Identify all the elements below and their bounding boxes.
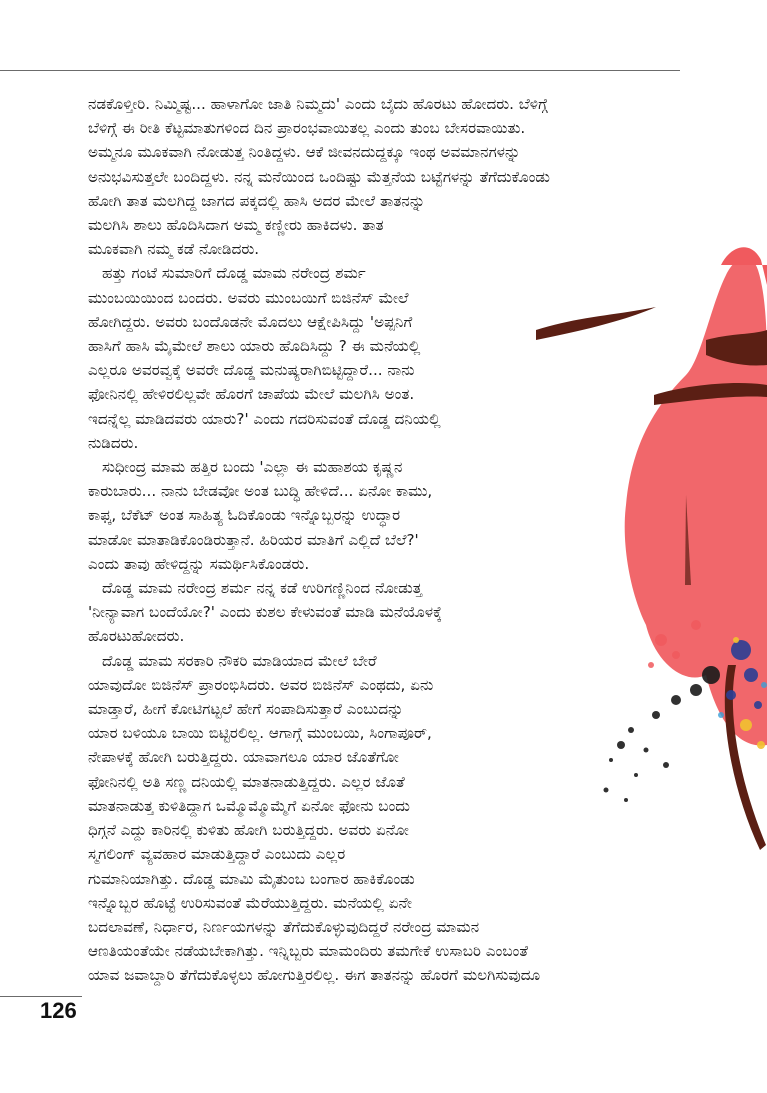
text-line: ಆಣತಿಯಂತೆಯೇ ನಡೆಯಬೇಕಾಗಿತ್ತು. ಇನ್ನಿಬ್ಬರು ಮಾಮಂದಿರು ತಮಗೇಕೆ ಉಸಾಬರಿ ಎಂಬಂತೆ <box>88 942 529 961</box>
text-line: ಮುಂಬಯಿಯಿಂದ ಬಂದರು. ಅವರು ಮುಂಬಯಿಗೆ ಬಿಜಿನೆಸ್ ಮೇಲೆ <box>88 288 409 307</box>
text-line: ಹಾಸಿಗೆ ಹಾಸಿ ಮೈಮೇಲೆ ಶಾಲು ಯಾರು ಹೊದಿಸಿದ್ದು ? ಈ ಮನೆಯಲ್ಲಿ <box>88 337 421 356</box>
text-line: ಯಾವ ಜವಾಬ್ದಾರಿ ತೆಗೆದುಕೊಳ್ಳಲು ಹೋಗುತ್ತಿರಲಿಲ್ಲ. ಈಗ ತಾತನನ್ನು ಹೊರಗೆ ಮಲಗಿಸುವುದೂ <box>88 966 541 985</box>
text-line: ನಡಕೊಳ್ತೀರಿ. ನಿಮ್ಮಿಷ್ಟ... ಹಾಳಾಗೋ ಜಾತಿ ನಿಮ್ಮದು' ಎಂದು ಬೈದು ಹೊರಟು ಹೋದರು. ಬೆಳಿಗ್ಗೆ <box>88 95 548 113</box>
text-line: ಯಾವುದೋ ಬಿಜಿನೆಸ್ ಪ್ರಾರಂಭಿಸಿದರು. ಅವರ ಬಿಜಿನೆಸ್ ಎಂಥದು, ಏನು <box>88 675 434 694</box>
text-line: ಅಮ್ಮನೂ ಮೂಕವಾಗಿ ನೋಡುತ್ತ ನಿಂತಿದ್ದಳು. ಆಕೆ ಜೀವನದುದ್ದಕ್ಕೂ ಇಂಥ ಅವಮಾನಗಳನ್ನು <box>88 143 521 162</box>
paint-splash-illustration <box>536 245 767 895</box>
text-line: ಧಿಗ್ಗನೆ ಎದ್ದು ಕಾರಿನಲ್ಲಿ ಕುಳಿತು ಹೋಗಿ ಬರುತ್ತಿದ್ದರು. ಅವರು ಏನೋ <box>88 821 409 840</box>
text-line: ಎಲ್ಲರೂ ಅವರವ್ವಕ್ಕೆ ಅವರೇ ದೊಡ್ಡ ಮನುಷ್ಯರಾಗಿಬಿಟ್ಟಿದ್ದಾರೆ... ನಾನು <box>88 361 415 380</box>
paragraph <box>88 92 688 261</box>
text-line: ಫೋನಿನಲ್ಲಿ ಅತಿ ಸಣ್ಣ ದನಿಯಲ್ಲಿ ಮಾತನಾಡುತ್ತಿದ್ದರು. ಎಲ್ಲರ ಜೊತೆ <box>88 772 405 791</box>
text-line: 'ನೀನ್ಯಾವಾಗ ಬಂದೆಯೋ?' ಎಂದು ಕುಶಲ ಕೇಳುವಂತೆ ಮಾಡಿ ಮನೆಯೊಳಕ್ಕೆ <box>88 603 442 622</box>
text-line: ನುಡಿದರು. <box>88 433 139 452</box>
text-line: ಯಾರ ಬಳಿಯೂ ಬಾಯಿ ಬಿಟ್ಟಿರಲಿಲ್ಲ. ಆಗಾಗ್ಗೆ ಮುಂಬಯಿ, ಸಿಂಗಾಪೂರ್, <box>88 724 432 743</box>
text-line: ಹೋಗಿ ತಾತ ಮಲಗಿದ್ದ ಜಾಗದ ಪಕ್ಕದಲ್ಲಿ ಹಾಸಿ ಅದರ ಮೇಲೆ ತಾತನನ್ನು <box>88 191 426 210</box>
text-line: ಕಾರುಬಾರು... ನಾನು ಬೇಡವೋ ಅಂತ ಬುದ್ಧಿ ಹೇಳಿದೆ... ಏನೋ ಕಾಮು, <box>88 482 433 501</box>
text-line: ಇದನ್ನೆಲ್ಲ ಮಾಡಿದವರು ಯಾರು?' ಎಂದು ಗದರಿಸುವಂತೆ ದೊಡ್ಡ ದನಿಯಲ್ಲಿ <box>88 409 441 428</box>
text-line: ಅನುಭವಿಸುತ್ತಲೇ ಬಂದಿದ್ದಳು. ನನ್ನ ಮನೆಯಿಂದ ಒಂದಿಷ್ಟು ಮೆತ್ತನೆಯ ಬಟ್ಟೆಗಳನ್ನು ತೆಗೆದುಕೊಂಡು <box>88 167 550 186</box>
text-line: ಬೆಳಿಗ್ಗೆ ಈ ರೀತಿ ಕೆಟ್ಟಮಾತುಗಳಿಂದ ದಿನ ಪ್ರಾರಂಭವಾಯಿತಲ್ಲ ಎಂದು ತುಂಬ ಬೇಸರವಾಯಿತು. <box>88 119 526 138</box>
header-rule <box>0 70 680 71</box>
text-line: ಹತ್ತು ಗಂಟೆ ಸುಮಾರಿಗೆ ದೊಡ್ಡ ಮಾಮ ನರೇಂದ್ರ ಶರ್ಮ <box>102 264 366 283</box>
text-line: ದೊಡ್ಡ ಮಾಮ ನರೇಂದ್ರ ಶರ್ಮ ನನ್ನ ಕಡೆ ಉರಿಗಣ್ಣಿನಿಂದ ನೋಡುತ್ತ <box>102 579 423 598</box>
text-line: ಮಾತನಾಡುತ್ತ ಕುಳಿತಿದ್ದಾಗ ಒಮ್ಮೊಮ್ಮೊಮ್ಮೆಗೆ ಏನೋ ಫೋನು ಬಂದು <box>88 796 410 815</box>
text-line: ಸ್ಮಗಲಿಂಗ್ ವ್ಯವಹಾರ ಮಾಡುತ್ತಿದ್ದಾರೆ ಎಂಬುದು ಎಲ್ಲರ <box>88 845 346 864</box>
text-line: ಇನ್ನೊಬ್ಬರ ಹೊಟ್ಟೆ ಉರಿಸುವಂತೆ ಮೆರೆಯುತ್ತಿದ್ದರು. ಮನೆಯಲ್ಲಿ ಏನೇ <box>88 893 412 912</box>
text-line: ಮಾಡೋ ಮಾತಾಡಿಕೊಂಡಿರುತ್ತಾನೆ. ಹಿರಿಯರ ಮಾತಿಗೆ ಎಲ್ಲಿದೆ ಬೆಲೆ?' <box>88 530 419 549</box>
text-line: ಸುಧೀಂದ್ರ ಮಾಮ ಹತ್ತಿರ ಬಂದು 'ಎಲ್ಲಾ ಈ ಮಹಾಶಯ ಕೃಷ್ಣನ <box>102 458 403 477</box>
footer-rule <box>0 996 82 997</box>
text-line: ಕಾಫ್ಕ, ಬೆಕೆಟ್ ಅಂತ ಸಾಹಿತ್ಯ ಓದಿಕೊಂಡು ಇನ್ನೊಬ್ಬರನ್ನು ಉದ್ಧಾರ <box>88 506 401 525</box>
text-line: ಮೂಕವಾಗಿ ನಮ್ಮ ಕಡೆ ನೋಡಿದರು. <box>88 240 260 259</box>
text-line: ಹೋಗಿದ್ದರು. ಅವರು ಬಂದೊಡನೇ ಮೊದಲು ಆಕ್ಷೇಪಿಸಿದ್ದು 'ಅಪ್ಪನಿಗೆ <box>88 312 413 331</box>
text-line: ಮಲಗಿಸಿ ಶಾಲು ಹೊದಿಸಿದಾಗ ಅಮ್ಮ ಕಣ್ಣೀರು ಹಾಕಿದಳು. ತಾತ <box>88 216 384 235</box>
page-number: 126 <box>40 998 77 1023</box>
text-line: ಎಂದು ತಾವು ಹೇಳಿದ್ದನ್ನು ಸಮರ್ಥಿಸಿಕೊಂಡರು. <box>88 554 310 573</box>
text-line: ಗುಮಾನಿಯಾಗಿತ್ತು. ದೊಡ್ಡ ಮಾಮಿ ಮೈತುಂಬ ಬಂಗಾರ ಹಾಕಿಕೊಂಡು <box>88 869 415 888</box>
text-line: ಹೊರಟುಹೋದರು. <box>88 627 185 646</box>
text-line: ದೊಡ್ಡ ಮಾಮ ಸರಕಾರಿ ನೌಕರಿ ಮಾಡಿಯಾದ ಮೇಲೆ ಬೇರೆ <box>102 651 377 670</box>
text-line: ಮಾಡ್ತಾರೆ, ಹೀಗೆ ಕೋಟಿಗಟ್ಟಲೆ ಹೇಗೆ ಸಂಪಾದಿಸುತ್ತಾರೆ ಎಂಬುದನ್ನು <box>88 700 404 719</box>
text-line: ಫೋನಿನಲ್ಲಿ ಹೇಳಿರಲಿಲ್ಲವೇ ಹೊರಗೆ ಚಾಪೆಯ ಮೇಲೆ ಮಲಗಿಸಿ ಅಂತ. <box>88 385 415 404</box>
text-line: ಬದಲಾವಣೆ, ನಿರ್ಧಾರ, ನಿರ್ಣಯಗಳನ್ನು ತೆಗೆದುಕೊಳ್ಳುವುದಿದ್ದರೆ ನರೇಂದ್ರ ಮಾಮನ <box>88 917 480 936</box>
text-line: ನೇಪಾಳಕ್ಕೆ ಹೋಗಿ ಬರುತ್ತಿದ್ದರು. ಯಾವಾಗಲೂ ಯಾರ ಜೊತೆಗೋ <box>88 748 399 767</box>
